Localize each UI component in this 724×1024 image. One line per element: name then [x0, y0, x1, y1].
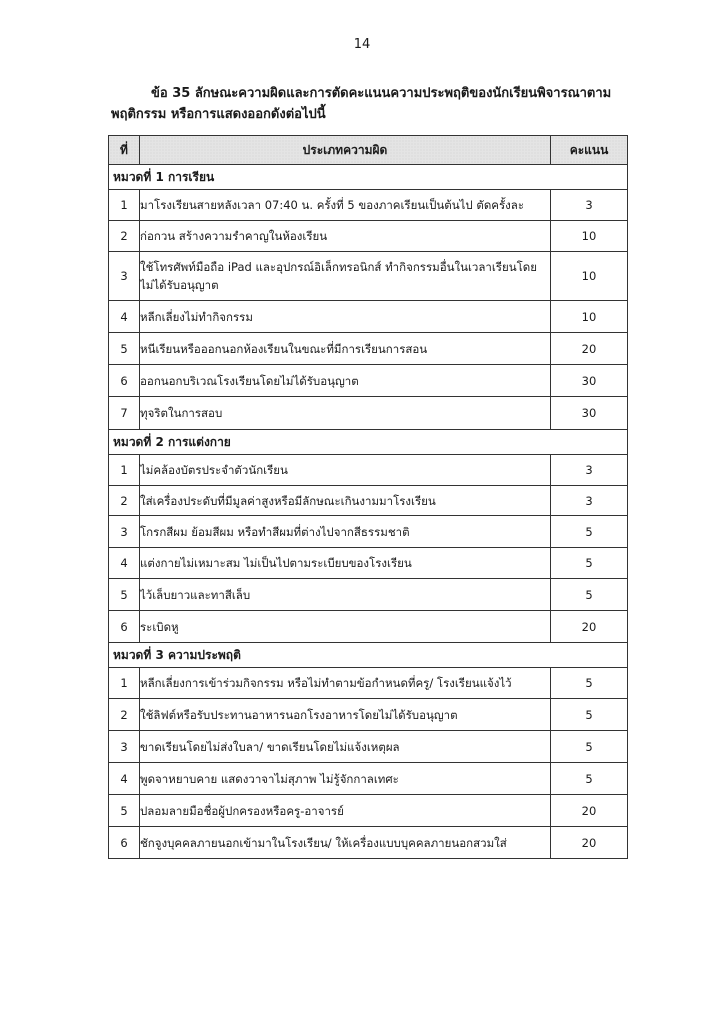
item-description: โกรกสีผม ย้อมสีผม หรือทำสีผมที่ต่างไปจากสีธรรมชาติ	[140, 516, 551, 548]
item-description: พูดจาหยาบคาย แสดงวาจาไม่สุภาพ ไม่รู้จักกาลเทศะ	[140, 763, 551, 795]
item-score: 5	[551, 699, 628, 731]
table-row	[109, 397, 628, 430]
table-row	[109, 301, 628, 333]
table-row	[109, 668, 628, 699]
item-description: มาโรงเรียนสายหลังเวลา 07:40 น. ครั้งที่ 5 ของภาคเรียนเป็นต้นไป ตัดครั้งละ	[140, 190, 551, 221]
table-row	[109, 548, 628, 579]
item-score: 30	[551, 397, 628, 430]
table-row	[109, 827, 628, 859]
item-score: 5	[551, 763, 628, 795]
header-violation-type: ประเภทความผิด	[140, 136, 551, 165]
item-description: ใส่เครื่องประดับที่มีมูลค่าสูงหรือมีลักษณะเกินงามมาโรงเรียน	[140, 486, 551, 516]
category-title: หมวดที่ 1 การเรียน	[109, 165, 628, 190]
page-number: 14	[353, 37, 371, 52]
item-description: ไม่คล้องบัตรประจำตัวนักเรียน	[140, 455, 551, 486]
item-number: 6	[109, 827, 140, 859]
item-number: 3	[109, 516, 140, 548]
violation-score-table	[108, 135, 628, 859]
table-row	[109, 579, 628, 611]
item-number: 3	[109, 731, 140, 763]
item-description: ปลอมลายมือชื่อผู้ปกครองหรือครู-อาจารย์	[140, 795, 551, 827]
item-number: 2	[109, 486, 140, 516]
item-number: 5	[109, 579, 140, 611]
category-row	[109, 643, 628, 668]
item-score: 20	[551, 611, 628, 643]
item-number: 1	[109, 455, 140, 486]
category-row	[109, 165, 628, 190]
item-description: ก่อกวน สร้างความรำคาญในห้องเรียน	[140, 221, 551, 252]
item-score: 20	[551, 795, 628, 827]
item-description: ออกนอกบริเวณโรงเรียนโดยไม่ได้รับอนุญาต	[140, 365, 551, 397]
item-score: 5	[551, 579, 628, 611]
item-score: 3	[551, 486, 628, 516]
item-number: 2	[109, 699, 140, 731]
item-score: 5	[551, 548, 628, 579]
item-score: 5	[551, 516, 628, 548]
item-description: แต่งกายไม่เหมาะสม ไม่เป็นไปตามระเบียบของโรงเรียน	[140, 548, 551, 579]
item-number: 5	[109, 333, 140, 365]
table-row	[109, 486, 628, 516]
table-row	[109, 763, 628, 795]
item-number: 4	[109, 763, 140, 795]
item-number: 5	[109, 795, 140, 827]
category-title: หมวดที่ 2 การแต่งกาย	[109, 430, 628, 455]
item-description: ใช้ลิฟต์หรือรับประทานอาหารนอกโรงอาหารโดยไม่ได้รับอนุญาต	[140, 699, 551, 731]
item-description: ระเบิดหู	[140, 611, 551, 643]
item-score: 10	[551, 301, 628, 333]
item-number: 1	[109, 668, 140, 699]
heading-line-2: พฤติกรรม หรือการแสดงออกดังต่อไปนี้	[111, 107, 326, 122]
item-description: หลีกเลี่ยงการเข้าร่วมกิจกรรม หรือไม่ทำตามข้อกำหนดที่ครู/ โรงเรียนแจ้งไว้	[140, 668, 551, 699]
table-row	[109, 731, 628, 763]
table-row	[109, 221, 628, 252]
item-number: 6	[109, 611, 140, 643]
table-header-row	[109, 136, 628, 165]
item-description: หลีกเลี่ยงไม่ทำกิจกรรม	[140, 301, 551, 333]
table-row	[109, 455, 628, 486]
item-number: 4	[109, 548, 140, 579]
item-score: 3	[551, 455, 628, 486]
table-row	[109, 795, 628, 827]
table-row	[109, 516, 628, 548]
table-row	[109, 190, 628, 221]
item-number: 1	[109, 190, 140, 221]
table-row	[109, 333, 628, 365]
item-score: 5	[551, 668, 628, 699]
item-number: 4	[109, 301, 140, 333]
item-score: 20	[551, 827, 628, 859]
category-row	[109, 430, 628, 455]
item-description: หนีเรียนหรือออกนอกห้องเรียนในขณะที่มีการเรียนการสอน	[140, 333, 551, 365]
section-heading	[111, 83, 631, 125]
item-score: 20	[551, 333, 628, 365]
heading-line-1: ข้อ 35 ลักษณะความผิดและการตัดคะแนนความประพฤติของนักเรียนพิจารณาตาม	[151, 86, 612, 101]
item-number: 3	[109, 252, 140, 301]
item-score: 10	[551, 221, 628, 252]
category-title: หมวดที่ 3 ความประพฤติ	[109, 643, 628, 668]
header-score: คะแนน	[551, 136, 628, 165]
header-no: ที่	[109, 136, 140, 165]
item-number: 6	[109, 365, 140, 397]
item-score: 3	[551, 190, 628, 221]
item-number: 2	[109, 221, 140, 252]
item-score: 30	[551, 365, 628, 397]
table-row	[109, 252, 628, 301]
item-score: 10	[551, 252, 628, 301]
table-row	[109, 365, 628, 397]
table-row	[109, 611, 628, 643]
item-score: 5	[551, 731, 628, 763]
item-description: ทุจริตในการสอบ	[140, 397, 551, 430]
item-description: ใช้โทรศัพท์มือถือ iPad และอุปกรณ์อิเล็กทรอนิกส์ ทำกิจกรรมอื่นในเวลาเรียนโดยไม่ได้รับอนุญาต	[140, 252, 551, 301]
table-row	[109, 699, 628, 731]
item-description: ขาดเรียนโดยไม่ส่งใบลา/ ขาดเรียนโดยไม่แจ้งเหตุผล	[140, 731, 551, 763]
item-description: ไว้เล็บยาวและทาสีเล็บ	[140, 579, 551, 611]
item-description: ชักจูงบุคคลภายนอกเข้ามาในโรงเรียน/ ให้เครื่องแบบบุคคลภายนอกสวมใส่	[140, 827, 551, 859]
item-number: 7	[109, 397, 140, 430]
table-body	[109, 165, 628, 859]
